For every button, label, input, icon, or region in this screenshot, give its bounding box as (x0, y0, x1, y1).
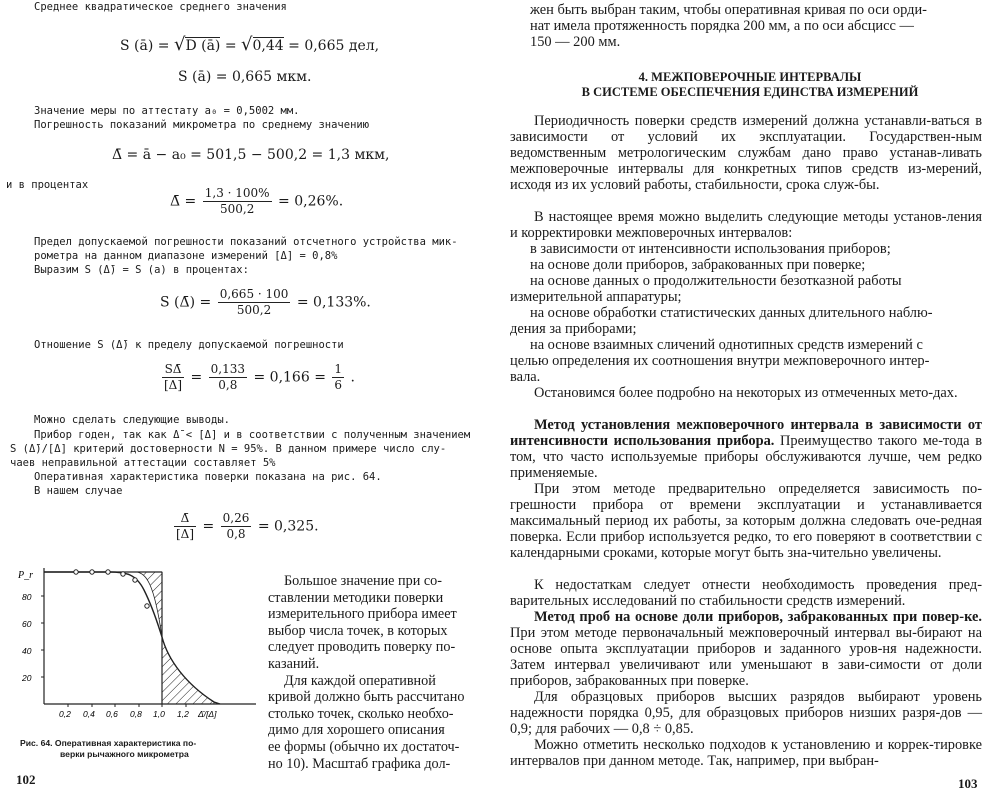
equation-part: = 0,166 = (249, 369, 331, 386)
text-line: Прибор годен, так как Δ̄ < [Δ] и в соответствии с полученным значением (34, 429, 471, 441)
equation-case (172, 511, 319, 542)
caption-line: Рис. 64. Оперативная характеристика по- (20, 738, 197, 748)
figure-caption (20, 738, 250, 760)
fraction-numerator: SΔ̄ (162, 362, 184, 378)
data-point (74, 570, 78, 574)
paragraph: Остановимся более подробно на некоторых из отмеченных мето-дах. (534, 385, 958, 401)
list-item-continuation: вала. (510, 369, 541, 385)
equation-part: Δ̄ = (170, 193, 201, 210)
fraction (218, 287, 291, 318)
fraction-denominator: 6 (334, 378, 343, 392)
equation-part: = (186, 369, 207, 386)
paragraph: К недостаткам следует отнести необходимость проведения пред-варительных исследований по стабильности средств измерений. (510, 577, 982, 609)
text-line: Можно сделать следующие выводы. (34, 414, 230, 426)
fraction-numerator: 1,3 · 100% (204, 186, 270, 200)
equation-part: . (346, 369, 355, 386)
text-line: и в процентах (6, 179, 89, 191)
paragraph: Можно отметить несколько подходов к установлению и коррек-тировке интервалов при данном методе. Так, например, при выбран- (510, 737, 982, 769)
text-line: димо для хорошего описания (268, 722, 445, 739)
page-number: 103 (958, 776, 978, 791)
fraction (203, 186, 272, 217)
right-page (500, 0, 1000, 802)
fraction (332, 362, 344, 393)
fraction-denominator: [Δ] (176, 527, 195, 541)
hatched-area-right (162, 637, 214, 704)
figure-side-text (268, 573, 488, 772)
section-heading: 4. МЕЖПОВЕРОЧНЫЕ ИНТЕРВАЛЫ (638, 70, 862, 84)
equation-part: = 0,26%. (273, 193, 344, 210)
list-item: на основе обработки статистических данных длительного наблю- (530, 305, 933, 321)
equation-part: 0,44 (252, 38, 284, 54)
text-line: Отношение S (Δ̄) к пределу допускаемой погрешности (34, 339, 344, 351)
x-tick-label: 0,8 (130, 709, 142, 719)
sqrt-sign: √ (173, 34, 186, 55)
y-tick-label: 60 (22, 619, 32, 629)
text-line: В нашем случае (34, 485, 123, 497)
paragraph-method-2 (510, 609, 982, 689)
text-line: нат имела протяженность порядка 200 мм, а по оси абсцисс — (530, 18, 914, 34)
method-title: Метод установления межповерочного интервала в зависимости от интенсивности использования прибора. (510, 417, 982, 449)
paragraph-text: Преимущество такого ме-тода в том, что часто используемые приборы обслуживаются лучше, чем редко применяемые. (510, 433, 982, 481)
paragraph-method-1 (510, 417, 982, 481)
fraction-numerator: Δ̄ (174, 511, 196, 527)
equation-s-percent (160, 287, 371, 318)
fraction-numerator: 0,26 (222, 511, 250, 525)
text-line: Для каждой оперативной (284, 672, 436, 689)
text-line: выбор числа точек, в которых (268, 622, 448, 639)
y-tick-label: 20 (22, 673, 32, 683)
equation-part: = (220, 38, 242, 54)
text-line: Оперативная характеристика поверки показана на рис. 64. (34, 471, 382, 483)
x-tick-label: 0,2 (59, 709, 71, 719)
x-tick-label: 1,0 (153, 709, 165, 719)
text-line: Среднее квадратическое среднего значения (34, 1, 287, 13)
equation-std-dev (120, 34, 379, 55)
paragraph: Для образцовых приборов высших разрядов выбирают уровень надежности порядка 0,95, для образцовых приборов низших разря-дов — 0,9; для рабочих — 0,8 ÷ 0,85. (510, 689, 982, 737)
text-line: Выразим S (Δ̄) = S (a) в процентах: (34, 264, 249, 276)
text-line: кривой должно быть рассчитано (268, 689, 465, 706)
text-line: Предел допускаемой погрешности показаний отсчетного устройства мик- (34, 236, 458, 248)
y-tick-label: 80 (22, 592, 32, 602)
equation-part: = 0,665 дел, (283, 38, 380, 54)
list-item: на основе взаимных сличений однотипных средств измерений с (530, 337, 923, 353)
equation-part: S (Δ̄) = (160, 294, 216, 311)
data-point (145, 604, 149, 608)
page-number: 102 (16, 772, 36, 787)
fraction-denominator: 0,8 (226, 527, 246, 541)
text-line: S (Δ̄)/[Δ] критерий достоверности N = 95%. В данном примере число слу- (10, 443, 447, 455)
fraction (209, 362, 247, 393)
paragraph-text: При этом методе первоначальный межповерочный интервал вы-бирают на основе опыта эксплуатации приборов и заданного уров-ня надежности. Затем интервал увеличивают или уменьшают в зави-симости от доли приборов, забракованных при поверке. (510, 625, 982, 689)
text-line: ставлении методики поверки (268, 589, 444, 606)
paragraph: В настоящее время можно выделить следующие методы установ-ления и корректировки межповерочных интервалов: (510, 209, 982, 241)
data-point (121, 572, 125, 576)
list-item: в зависимости от интенсивности использования приборов; (530, 241, 891, 257)
list-item-continuation: дения за приборами; (510, 321, 637, 337)
text-line: Значение меры по аттестату a₀ = 0,5002 мм. (34, 105, 300, 117)
list-item: на основе доли приборов, забракованных при поверке; (530, 257, 866, 273)
paragraph: При этом методе предварительно определяется зависимость по-грешности прибора от времени эксплуатации и устанавливается максимальный период их работы, за которым должна следовать оче-редная поверка. Если прибор используется редко, то его поверяют в соответствии с календарными сроками, которые могут быть зна-чительно увеличены. (510, 481, 982, 561)
text-line: столько точек, сколько необхо- (268, 705, 454, 722)
y-tick-label: 40 (22, 646, 32, 656)
equation-std-dev-um: S (ā) = 0,665 мкм. (178, 69, 312, 85)
text-line: 150 — 200 мм. (530, 34, 621, 50)
operating-curve (44, 572, 220, 704)
x-tick-label: 0,6 (106, 709, 118, 719)
list-item: на основе данных о продолжительности безотказной работы (530, 273, 902, 289)
fraction-numerator: 1 (334, 362, 343, 376)
fraction (174, 511, 196, 542)
method-title: Метод проб на основе доли приборов, забракованных при повер-ке. (534, 609, 982, 625)
equation-part: = 0,133%. (292, 294, 371, 311)
fraction-denominator: 500,2 (236, 303, 272, 317)
list-item-continuation: измерительной аппаратуры; (510, 289, 682, 305)
equation-part: = (198, 518, 219, 535)
text-line: казаний. (268, 655, 320, 672)
text-line: Большое значение при со- (284, 573, 442, 589)
equation-percent (170, 186, 343, 217)
y-axis-label: P_r (18, 570, 33, 581)
x-axis-label: Δ̄/[Δ] (198, 709, 217, 719)
figure-operating-characteristic (14, 560, 260, 732)
text-line: жен быть выбран таким, чтобы оперативная кривая по оси орди- (530, 2, 927, 18)
fraction-denominator: [Δ] (164, 378, 183, 392)
text-line: ее формы (обычно их достаточ- (268, 738, 460, 755)
section-subheading: В СИСТЕМЕ ОБЕСПЕЧЕНИЯ ЕДИНСТВА ИЗМЕРЕНИЙ (581, 85, 919, 99)
list-item-continuation: целью определения их соотношения внутри межповерочного интер- (510, 353, 930, 369)
equation-part: = 0,325. (253, 518, 319, 535)
fraction-denominator: 500,2 (219, 202, 255, 216)
fraction-numerator: 0,133 (210, 362, 246, 376)
fraction-denominator: 0,8 (218, 378, 238, 392)
text-line: рометра на данном диапазоне измерений [Δ] = 0,8% (34, 250, 338, 262)
caption-line: верки рычажного микрометра (60, 749, 189, 759)
equation-part: D (ā) (185, 38, 221, 54)
data-point (106, 570, 110, 574)
text-line: чаев неправильной аттестации составляет 5% (10, 457, 276, 469)
text-line: следует проводить поверку по- (268, 639, 456, 656)
text-line: Погрешность показаний микрометра по среднему значению (34, 119, 370, 131)
fraction (162, 362, 184, 393)
text-line: измерительного прибора имеет (268, 606, 457, 623)
paragraph: Периодичность поверки средств измерений должна устанавли-ваться в зависимости от условий их эксплуатации. Государствен-ным ведомственным метрологическим службам дано право устанав-ливать межповерочные интервалы для конкретных типов средств из-мерений, исходя из их условий работы, стабильности, срока служ-бы. (510, 113, 982, 193)
x-tick-label: 0,4 (83, 709, 95, 719)
text-line: но 10). Масштаб графика дол- (268, 755, 451, 772)
equation-error: Δ̄ = ā − a₀ = 501,5 − 500,2 = 1,3 мкм, (112, 147, 390, 163)
sqrt-sign: √ (241, 34, 253, 55)
equation-ratio (160, 362, 355, 393)
fraction (221, 511, 252, 542)
equation-part: S (ā) = (120, 38, 174, 54)
data-point (90, 570, 94, 574)
data-point (133, 578, 137, 582)
x-tick-label: 1,2 (177, 709, 189, 719)
fraction-numerator: 0,665 · 100 (219, 287, 289, 301)
